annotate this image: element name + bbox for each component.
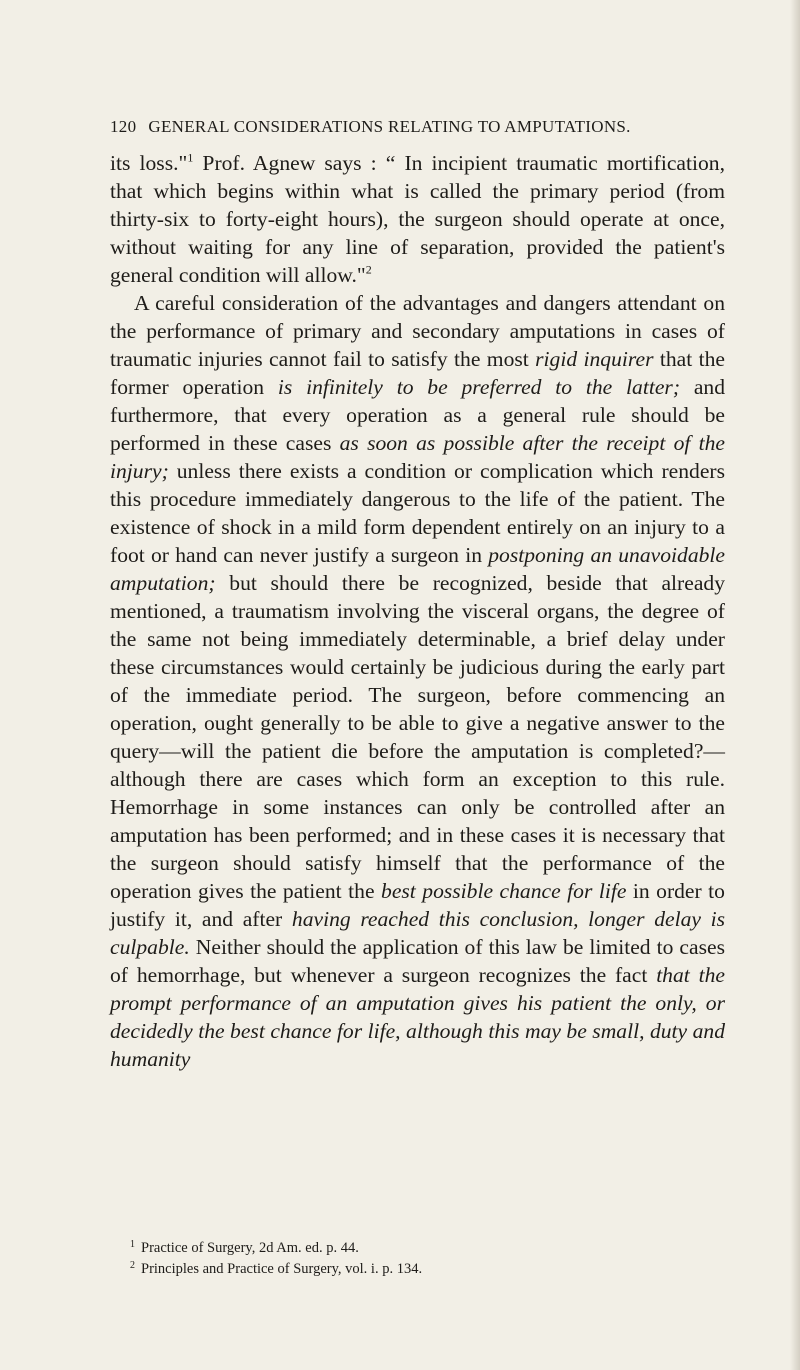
running-title: GENERAL CONSIDERATIONS RELATING TO AMPUTATIONS. (148, 117, 631, 136)
text-run: in order to justify it, and after (110, 879, 725, 931)
italic-run: as soon as possible after the receipt of the injury; (110, 431, 726, 483)
text-run: unless there exists a condition or complication which renders this procedure immediately dangerous to the life of the patient. The existence of shock in a mild form dependent entirely on an injury to a foot or hand can never justify a surgeon in (110, 459, 725, 567)
footnote-2 (130, 1259, 730, 1280)
footnote-mark: 1 (130, 1239, 135, 1250)
footnote-ref-2: 2 (365, 262, 372, 277)
footnote-text: Principles and Practice of Surgery, vol. i. p. 134. (141, 1261, 423, 1277)
text-run: its loss." (110, 151, 188, 175)
italic-run: having reached this conclusion, longer delay is culpable. (110, 907, 725, 959)
italic-run: is infinitely to be preferred to the latter; (277, 375, 681, 399)
page-number: 120 (110, 117, 137, 136)
paragraph-1 (110, 149, 725, 289)
paragraph-2 (110, 289, 725, 1073)
text-run: Prof. Agnew says : “ In incipient traumatic mortification, that which begins within what is called the primary period (from thirty-six to forty-eight hours), the surgeon should operate at once, without waiting for any line of separation, provided the patient's general condition will allow." (110, 151, 725, 287)
body-text (110, 149, 725, 1073)
italic-run: rigid inquirer (535, 347, 654, 371)
text-run: and furthermore, that every operation as a general rule should be performed in these cases (110, 375, 726, 455)
footnotes (130, 1238, 730, 1280)
footnote-text: Practice of Surgery, 2d Am. ed. p. 44. (141, 1240, 359, 1256)
text-run: Neither should the application of this law be limited to cases of hemorrhage, but whenever a surgeon recognizes the fact (110, 935, 725, 987)
text-run: that the former operation (110, 347, 725, 399)
footnote-1 (130, 1238, 730, 1259)
page-edge-shadow (790, 0, 800, 1370)
italic-run: postponing an unavoidable amputation; (110, 543, 726, 595)
italic-run: best possible chance for life (381, 879, 627, 903)
text-run: but should there be recognized, beside that already mentioned, a traumatism involving the visceral organs, the degree of the same not being immediately determinable, a brief delay under these circumstances would certainly be judicious during the early part of the immediate period. The surgeon, before commencing an operation, ought generally to be able to give a negative answer to the query—will the patient die before the amputation is completed?—although there are cases which form an exception to this rule. Hemorrhage in some instances can only be controlled after an amputation has been performed; and in these cases it is necessary that the surgeon should satisfy himself that the performance of the operation gives the patient the (110, 571, 725, 903)
running-header (110, 117, 631, 137)
italic-run: that the prompt performance of an amputation gives his patient the only, or decidedly the best chance for life, although this may be small, duty and humanity (110, 963, 725, 1071)
text-run: A careful consideration of the advantages and dangers attendant on the performance of primary and secondary amputations in cases of traumatic injuries cannot fail to satisfy the most (110, 291, 725, 371)
footnote-mark: 2 (130, 1260, 135, 1271)
footnote-ref-1: 1 (187, 150, 194, 165)
